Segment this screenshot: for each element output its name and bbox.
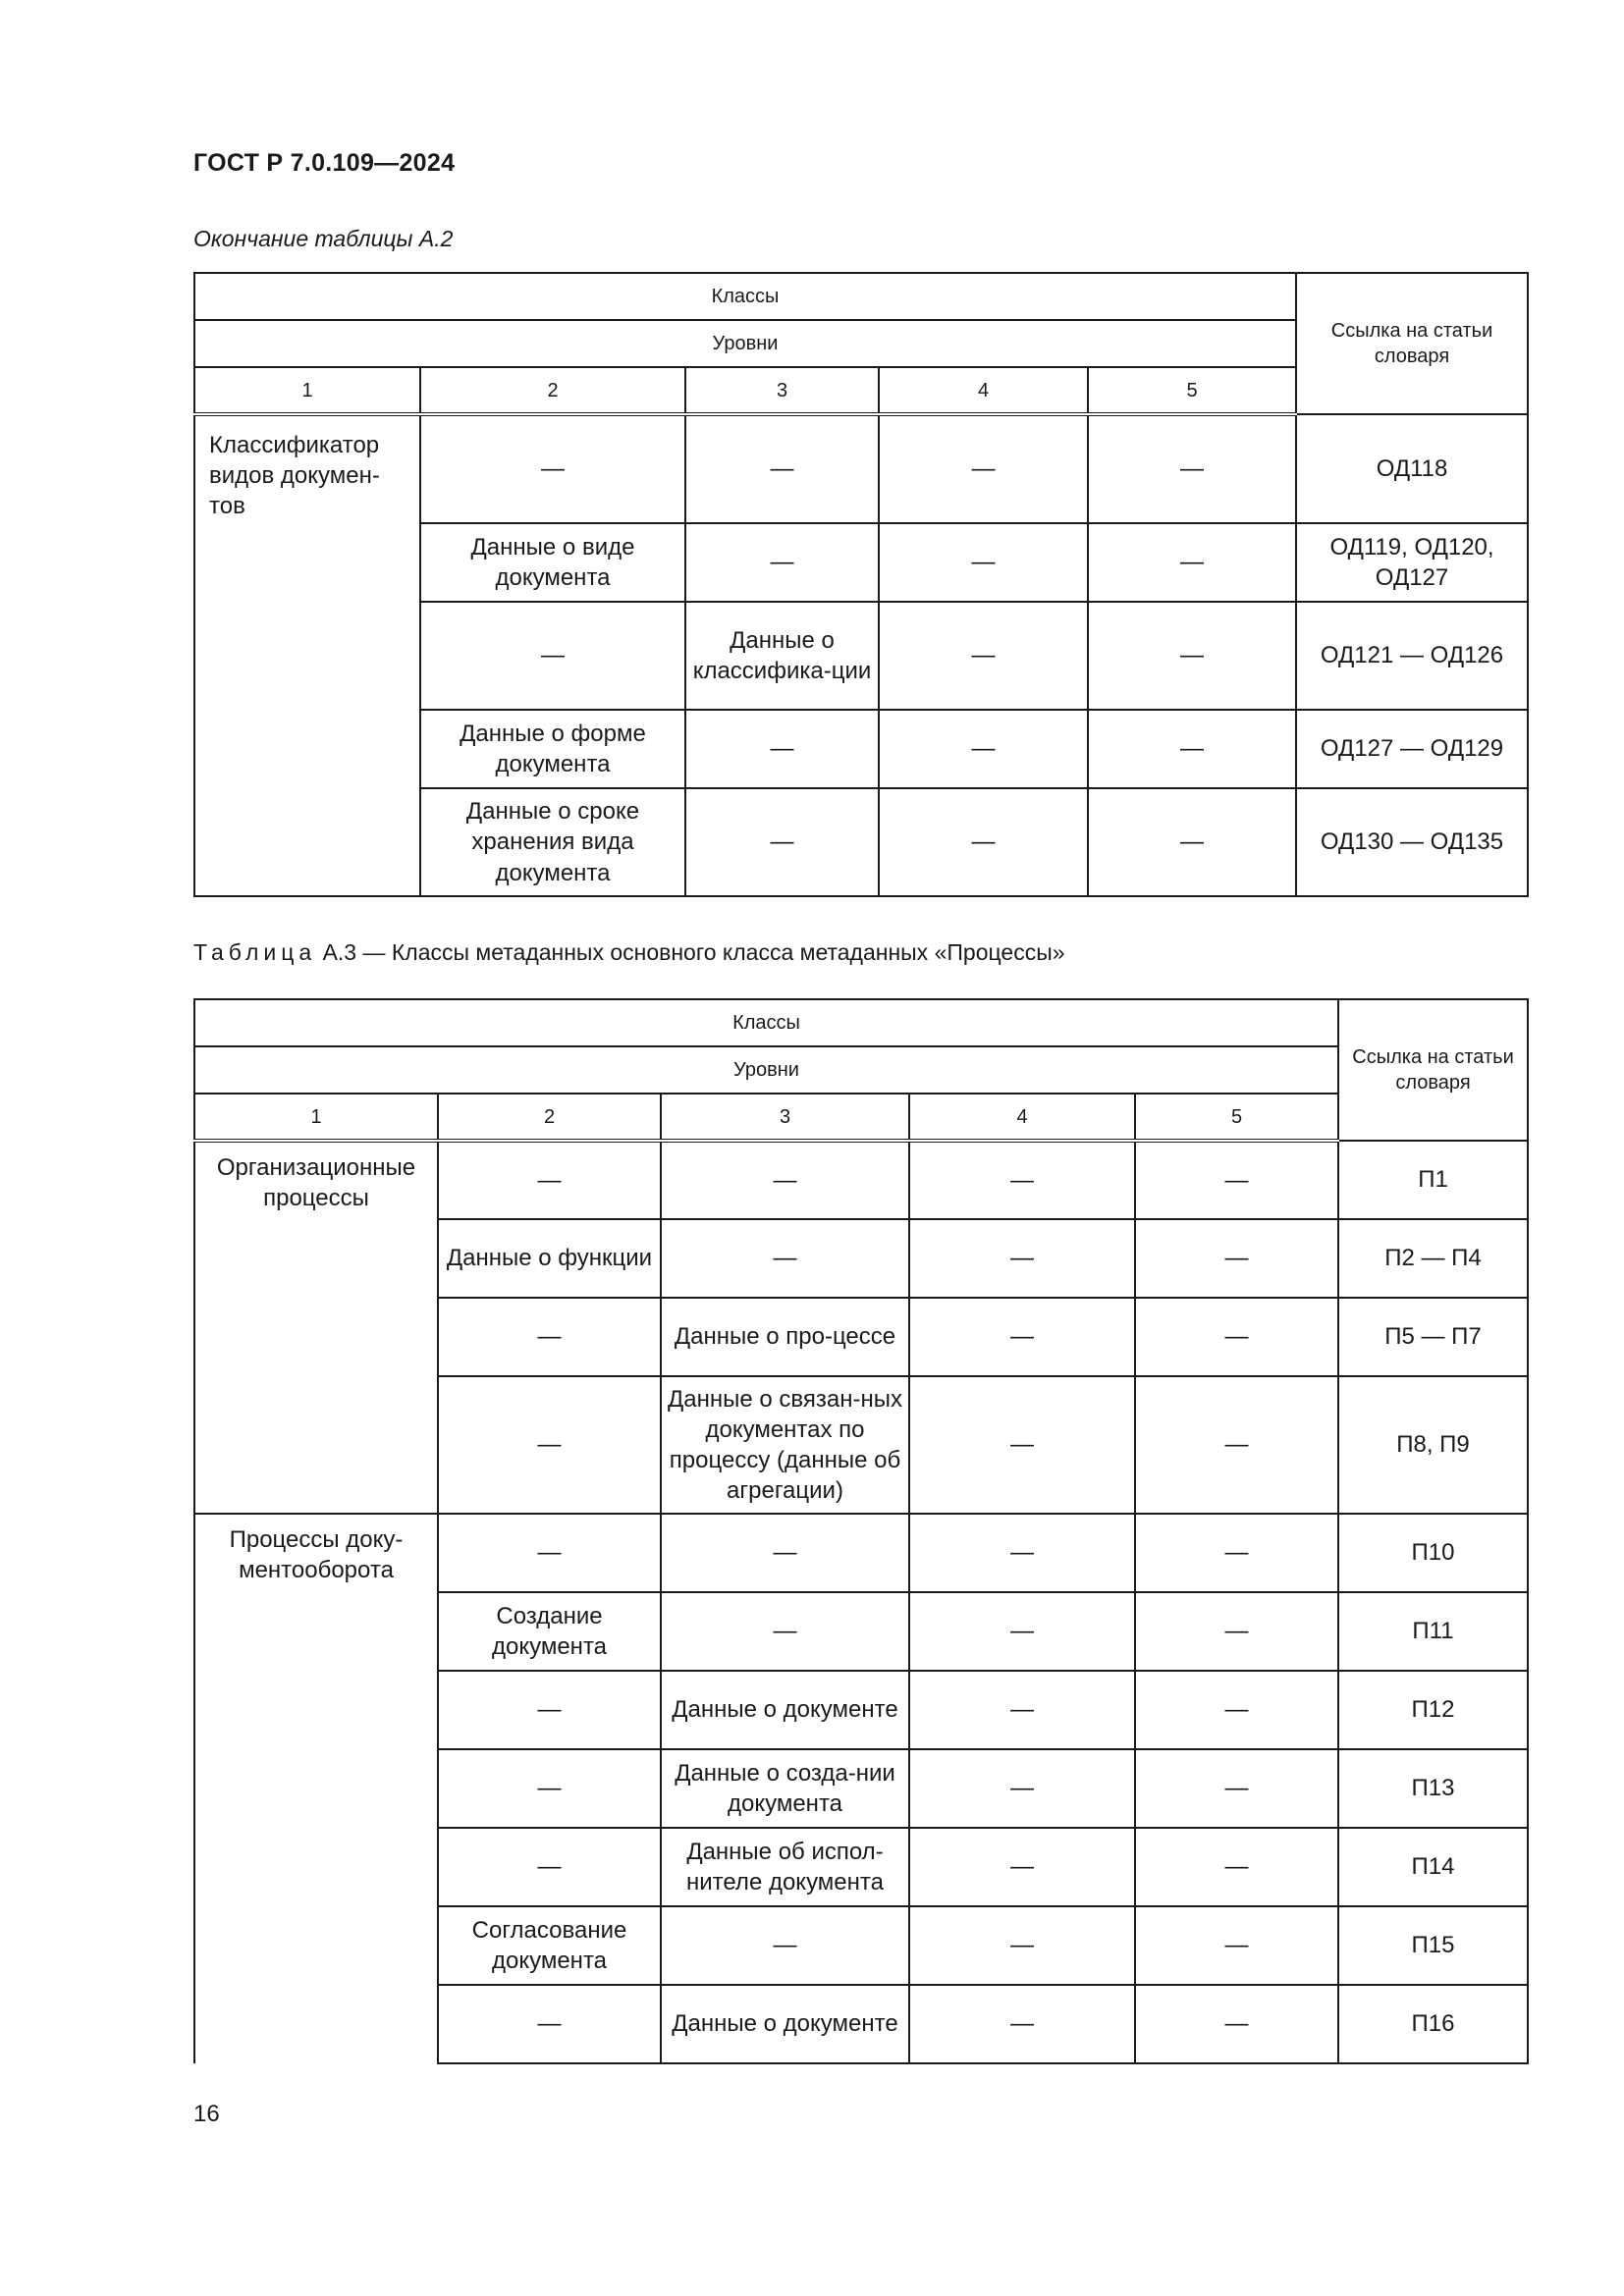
level-cell: —: [1135, 1671, 1338, 1749]
ref-cell: П2 — П4: [1338, 1219, 1528, 1298]
level-cell: —: [1135, 1985, 1338, 2063]
column-number: 2: [438, 1094, 661, 1141]
table-row: [194, 414, 1528, 523]
ref-cell: П5 — П7: [1338, 1298, 1528, 1376]
level-cell: Данные о про-цессе: [661, 1298, 909, 1376]
level-cell: —: [685, 523, 879, 602]
level-cell: —: [661, 1906, 909, 1985]
level-cell: —: [661, 1514, 909, 1592]
level-cell: —: [879, 414, 1088, 523]
level-cell: —: [438, 1749, 661, 1828]
level-cell: —: [685, 788, 879, 896]
level-cell: —: [661, 1592, 909, 1671]
level-cell: Данные о классифика-ции: [685, 602, 879, 710]
page-number: 16: [193, 2101, 220, 2127]
level-cell: Данные о сроке хранения вида документа: [420, 788, 685, 896]
level-cell: —: [1135, 1141, 1338, 1219]
table-a3: [193, 998, 1529, 2064]
level-cell: —: [438, 1828, 661, 1906]
level-cell: —: [1135, 1592, 1338, 1671]
column-number: 1: [194, 1094, 438, 1141]
ref-cell: П14: [1338, 1828, 1528, 1906]
class-cell: Организационные процессы: [194, 1141, 438, 1514]
level-cell: —: [909, 1671, 1135, 1749]
level-cell: —: [909, 1749, 1135, 1828]
table-a3-caption: [193, 939, 1065, 966]
ref-cell: П16: [1338, 1985, 1528, 2063]
ref-cell: ОД121 — ОД126: [1296, 602, 1528, 710]
ref-cell: П15: [1338, 1906, 1528, 1985]
header-levels: Уровни: [194, 1046, 1338, 1094]
document-header: ГОСТ Р 7.0.109—2024: [193, 149, 456, 177]
ref-cell: П11: [1338, 1592, 1528, 1671]
level-cell: Данные о документе: [661, 1985, 909, 2063]
ref-cell: ОД130 — ОД135: [1296, 788, 1528, 896]
level-cell: —: [909, 1298, 1135, 1376]
level-cell: Данные о форме документа: [420, 710, 685, 788]
ref-cell: П12: [1338, 1671, 1528, 1749]
level-cell: —: [685, 710, 879, 788]
column-number: 3: [661, 1094, 909, 1141]
caption-text: А.3 — Классы метаданных основного класса метаданных «Процессы»: [322, 939, 1065, 965]
level-cell: Данные о функции: [438, 1219, 661, 1298]
level-cell: —: [1135, 1906, 1338, 1985]
ref-cell: ОД118: [1296, 414, 1528, 523]
header-ref: Ссылка на статьи словаря: [1338, 999, 1528, 1141]
level-cell: —: [909, 1219, 1135, 1298]
level-cell: —: [438, 1298, 661, 1376]
level-cell: —: [1088, 788, 1296, 896]
level-cell: —: [1135, 1376, 1338, 1514]
ref-cell: ОД127 — ОД129: [1296, 710, 1528, 788]
column-number: 2: [420, 367, 685, 414]
level-cell: —: [438, 1514, 661, 1592]
level-cell: —: [1135, 1828, 1338, 1906]
class-cell: Классификатор видов докумен-тов: [194, 414, 420, 896]
level-cell: —: [909, 1906, 1135, 1985]
level-cell: —: [909, 1985, 1135, 2063]
level-cell: Данные об испол-нителе документа: [661, 1828, 909, 1906]
ref-cell: П13: [1338, 1749, 1528, 1828]
header-ref: Ссылка на статьи словаря: [1296, 273, 1528, 414]
column-number: 1: [194, 367, 420, 414]
ref-cell: ОД119, ОД120, ОД127: [1296, 523, 1528, 602]
ref-cell: П1: [1338, 1141, 1528, 1219]
caption-prefix: Таблица: [193, 939, 317, 965]
column-number: 4: [879, 367, 1088, 414]
level-cell: —: [879, 523, 1088, 602]
table-row: [194, 1141, 1528, 1219]
header-levels: Уровни: [194, 320, 1296, 367]
header-classes: Классы: [194, 273, 1296, 320]
level-cell: —: [1088, 710, 1296, 788]
level-cell: Данные о документе: [661, 1671, 909, 1749]
column-number: 4: [909, 1094, 1135, 1141]
level-cell: Согласование документа: [438, 1906, 661, 1985]
table-row: [194, 1514, 1528, 1592]
ref-cell: П8, П9: [1338, 1376, 1528, 1514]
level-cell: —: [1088, 523, 1296, 602]
level-cell: Создание документа: [438, 1592, 661, 1671]
level-cell: Данные о виде документа: [420, 523, 685, 602]
column-number: 3: [685, 367, 879, 414]
ref-cell: П10: [1338, 1514, 1528, 1592]
level-cell: —: [420, 414, 685, 523]
level-cell: —: [661, 1219, 909, 1298]
level-cell: —: [1135, 1219, 1338, 1298]
level-cell: —: [661, 1141, 909, 1219]
level-cell: —: [1135, 1298, 1338, 1376]
level-cell: —: [1088, 602, 1296, 710]
level-cell: —: [420, 602, 685, 710]
level-cell: Данные о созда-нии документа: [661, 1749, 909, 1828]
level-cell: —: [1135, 1514, 1338, 1592]
level-cell: —: [438, 1985, 661, 2063]
level-cell: —: [879, 788, 1088, 896]
level-cell: —: [879, 602, 1088, 710]
level-cell: —: [438, 1376, 661, 1514]
level-cell: —: [909, 1514, 1135, 1592]
level-cell: —: [909, 1592, 1135, 1671]
level-cell: —: [438, 1141, 661, 1219]
level-cell: —: [685, 414, 879, 523]
level-cell: —: [909, 1141, 1135, 1219]
table-a2-continuation-label: Окончание таблицы А.2: [193, 226, 454, 251]
level-cell: Данные о связан-ных документах по процессу (данные об агрегации): [661, 1376, 909, 1514]
level-cell: —: [909, 1376, 1135, 1514]
class-cell: Процессы доку-ментооборота: [194, 1514, 438, 2063]
column-number: 5: [1135, 1094, 1338, 1141]
level-cell: —: [879, 710, 1088, 788]
level-cell: —: [909, 1828, 1135, 1906]
header-classes: Классы: [194, 999, 1338, 1046]
table-a2: [193, 272, 1529, 897]
level-cell: —: [1088, 414, 1296, 523]
level-cell: —: [438, 1671, 661, 1749]
level-cell: —: [1135, 1749, 1338, 1828]
column-number: 5: [1088, 367, 1296, 414]
